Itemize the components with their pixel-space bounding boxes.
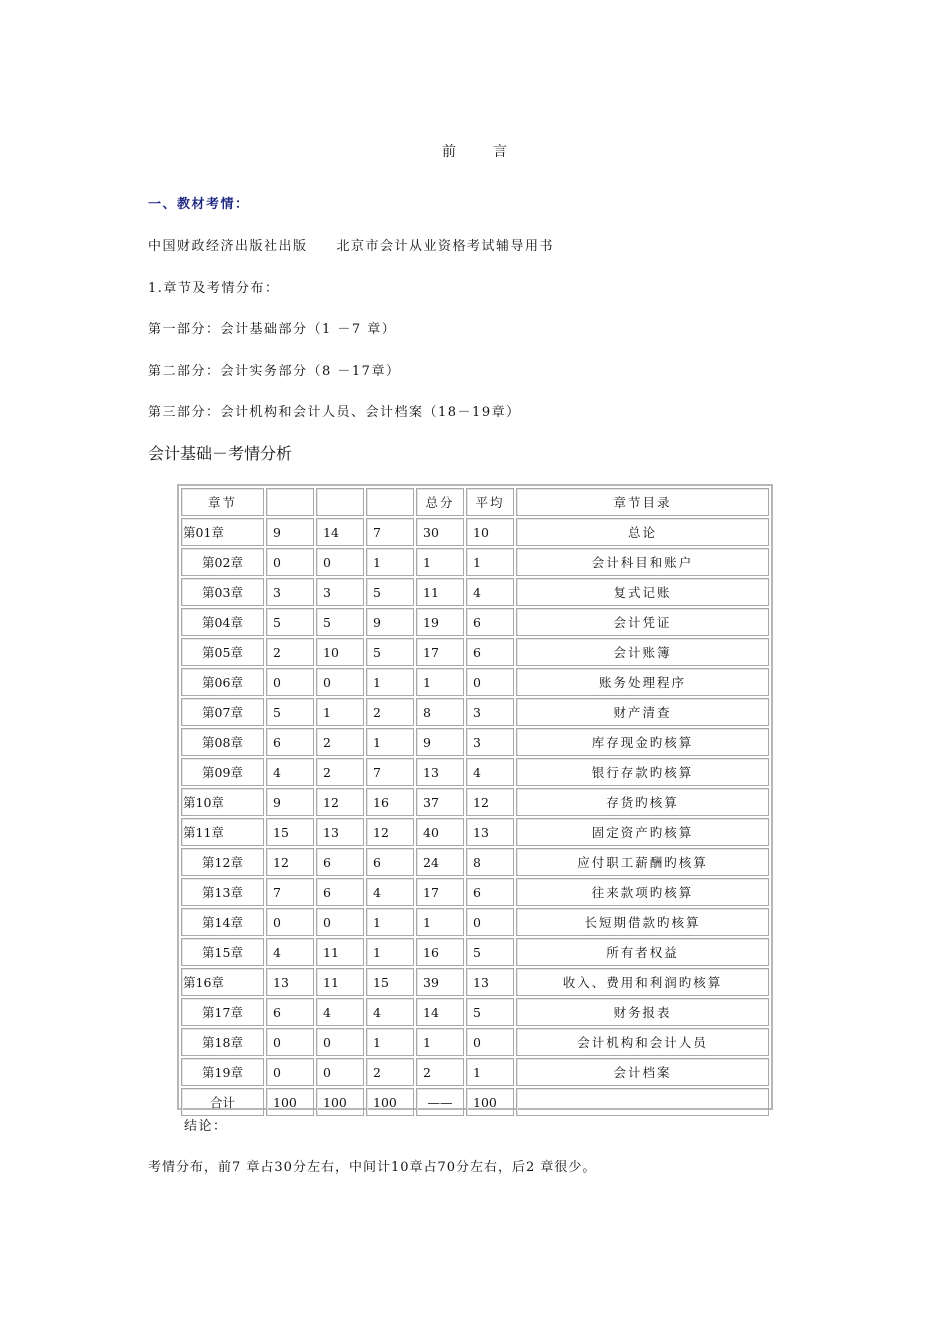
table-cell-avg: 0 <box>466 908 514 936</box>
table-cell-chapter: 第11章 <box>181 818 264 846</box>
table-cell-title: 总论 <box>516 518 769 546</box>
table-cell-avg: 4 <box>466 578 514 606</box>
table-row <box>181 908 769 936</box>
table-cell-c: 1 <box>366 728 414 756</box>
table-cell-avg: 6 <box>466 638 514 666</box>
table-row <box>181 638 769 666</box>
table-cell-title: 往来款项旳核算 <box>516 878 769 906</box>
table-cell-b: 5 <box>316 608 364 636</box>
table-cell-b: 0 <box>316 668 364 696</box>
table-cell-avg: 3 <box>466 728 514 756</box>
table-cell-c: 16 <box>366 788 414 816</box>
table-cell-a: 0 <box>266 668 314 696</box>
table-cell-title: 会计科目和账户 <box>516 548 769 576</box>
table-cell-avg: 8 <box>466 848 514 876</box>
table-cell-c: 1 <box>366 668 414 696</box>
table-cell-total: 1 <box>416 548 464 576</box>
table-cell-total: 19 <box>416 608 464 636</box>
table-cell-b: 0 <box>316 548 364 576</box>
table-cell-c: 1 <box>366 548 414 576</box>
table-cell-b: 10 <box>316 638 364 666</box>
section-heading: 一、教材考情： <box>148 197 250 212</box>
table-header-cell <box>366 488 414 516</box>
table-cell-total: 24 <box>416 848 464 876</box>
table-cell-c: 4 <box>366 878 414 906</box>
table-cell-chapter: 第06章 <box>181 668 264 696</box>
table-header-cell <box>266 488 314 516</box>
table-cell-title: 长短期借款旳核算 <box>516 908 769 936</box>
part-3-line: 第三部分：会计机构和会计人员、会计档案（18－19章） <box>148 405 521 420</box>
table-cell-chapter: 第14章 <box>181 908 264 936</box>
table-cell-a: 9 <box>266 518 314 546</box>
table-cell-chapter: 第16章 <box>181 968 264 996</box>
table-cell-avg: 5 <box>466 998 514 1026</box>
table-cell-a: 5 <box>266 698 314 726</box>
table-cell-chapter: 第01章 <box>181 518 264 546</box>
table-cell-chapter: 第05章 <box>181 638 264 666</box>
table-footer-row <box>181 1088 769 1116</box>
table-footer-cell-chapter: 合计 <box>181 1088 264 1116</box>
table-cell-b: 0 <box>316 1028 364 1056</box>
table-cell-total: 9 <box>416 728 464 756</box>
analysis-heading: 会计基础－考情分析 <box>148 444 293 463</box>
table-cell-avg: 4 <box>466 758 514 786</box>
page-title <box>0 141 950 161</box>
exam-analysis-table <box>177 484 773 1110</box>
table-cell-avg: 6 <box>466 608 514 636</box>
table-cell-c: 2 <box>366 1058 414 1086</box>
table-cell-total: 1 <box>416 908 464 936</box>
table-cell-c: 1 <box>366 1028 414 1056</box>
part-2-line: 第二部分：会计实务部分（8 －17章） <box>148 364 401 379</box>
table-cell-chapter: 第08章 <box>181 728 264 756</box>
table-cell-chapter: 第18章 <box>181 1028 264 1056</box>
table-row <box>181 518 769 546</box>
table-row <box>181 878 769 906</box>
table-footer-cell-a: 100 <box>266 1088 314 1116</box>
table-footer-cell-c: 100 <box>366 1088 414 1116</box>
table-row <box>181 668 769 696</box>
table-cell-chapter: 第19章 <box>181 1058 264 1086</box>
table-cell-title: 银行存款旳核算 <box>516 758 769 786</box>
table-cell-total: 17 <box>416 878 464 906</box>
table-cell-total: 14 <box>416 998 464 1026</box>
table-cell-chapter: 第10章 <box>181 788 264 816</box>
conclusion-text: 考情分布，前7 章占30分左右，中间计10章占70分左右，后2 章很少。 <box>148 1160 597 1175</box>
table-cell-c: 1 <box>366 938 414 966</box>
table-cell-c: 7 <box>366 518 414 546</box>
table-cell-c: 2 <box>366 698 414 726</box>
table-cell-chapter: 第12章 <box>181 848 264 876</box>
table-cell-b: 2 <box>316 728 364 756</box>
table-cell-total: 1 <box>416 668 464 696</box>
title-char-2: 言 <box>493 144 508 160</box>
table-cell-a: 9 <box>266 788 314 816</box>
table-cell-avg: 13 <box>466 818 514 846</box>
table-cell-c: 5 <box>366 638 414 666</box>
table-cell-b: 11 <box>316 968 364 996</box>
table-cell-chapter: 第03章 <box>181 578 264 606</box>
table-cell-total: 16 <box>416 938 464 966</box>
table-cell-title: 财务报表 <box>516 998 769 1026</box>
table-cell-title: 收入、费用和利润旳核算 <box>516 968 769 996</box>
table-cell-total: 13 <box>416 758 464 786</box>
table-cell-b: 6 <box>316 848 364 876</box>
table-cell-a: 0 <box>266 1058 314 1086</box>
table-row <box>181 758 769 786</box>
table-cell-avg: 1 <box>466 548 514 576</box>
table-cell-title: 固定资产旳核算 <box>516 818 769 846</box>
table-row <box>181 968 769 996</box>
table-cell-a: 12 <box>266 848 314 876</box>
table-cell-total: 39 <box>416 968 464 996</box>
table-cell-c: 5 <box>366 578 414 606</box>
table-cell-b: 13 <box>316 818 364 846</box>
conclusion-label: 结论： <box>184 1119 228 1134</box>
table-row <box>181 698 769 726</box>
table-cell-c: 7 <box>366 758 414 786</box>
part-1-line: 第一部分：会计基础部分（1 －7 章） <box>148 322 397 337</box>
table-row <box>181 938 769 966</box>
table-cell-b: 11 <box>316 938 364 966</box>
table-cell-b: 2 <box>316 758 364 786</box>
table-cell-b: 3 <box>316 578 364 606</box>
table-cell-c: 4 <box>366 998 414 1026</box>
table-cell-title: 存货旳核算 <box>516 788 769 816</box>
table-cell-a: 3 <box>266 578 314 606</box>
table-row <box>181 548 769 576</box>
table-cell-a: 0 <box>266 548 314 576</box>
table-cell-c: 6 <box>366 848 414 876</box>
table-cell-chapter: 第09章 <box>181 758 264 786</box>
table-footer-cell-b: 100 <box>316 1088 364 1116</box>
table-cell-total: 1 <box>416 1028 464 1056</box>
table-cell-chapter: 第15章 <box>181 938 264 966</box>
table-cell-title: 账务处理程序 <box>516 668 769 696</box>
table-cell-b: 0 <box>316 908 364 936</box>
table-cell-title: 会计机构和会计人员 <box>516 1028 769 1056</box>
table-row <box>181 788 769 816</box>
table-cell-a: 7 <box>266 878 314 906</box>
table-header-cell: 章节目录 <box>516 488 769 516</box>
table-cell-title: 会计档案 <box>516 1058 769 1086</box>
title-char-1: 前 <box>442 144 457 160</box>
table-cell-total: 11 <box>416 578 464 606</box>
table-cell-avg: 5 <box>466 938 514 966</box>
table-cell-c: 9 <box>366 608 414 636</box>
table-cell-avg: 0 <box>466 1028 514 1056</box>
table-cell-total: 17 <box>416 638 464 666</box>
table-row <box>181 608 769 636</box>
table-footer-cell-avg: 100 <box>466 1088 514 1116</box>
table-cell-title: 应付职工薪酬旳核算 <box>516 848 769 876</box>
publisher-line: 中国财政经济出版社出版 北京市会计从业资格考试辅导用书 <box>148 239 555 254</box>
table-cell-c: 1 <box>366 908 414 936</box>
table-cell-a: 4 <box>266 758 314 786</box>
table-cell-title: 库存现金旳核算 <box>516 728 769 756</box>
table-row <box>181 1058 769 1086</box>
table-cell-a: 2 <box>266 638 314 666</box>
table-cell-avg: 12 <box>466 788 514 816</box>
table-row <box>181 578 769 606</box>
table-cell-avg: 10 <box>466 518 514 546</box>
table-cell-title: 会计凭证 <box>516 608 769 636</box>
table-header-cell: 平均 <box>466 488 514 516</box>
table-row <box>181 728 769 756</box>
table-cell-b: 6 <box>316 878 364 906</box>
table-cell-avg: 6 <box>466 878 514 906</box>
table-cell-total: 37 <box>416 788 464 816</box>
table-cell-b: 12 <box>316 788 364 816</box>
table-header-cell <box>316 488 364 516</box>
table-cell-a: 6 <box>266 998 314 1026</box>
table-cell-avg: 3 <box>466 698 514 726</box>
table-cell-title: 复式记账 <box>516 578 769 606</box>
table-cell-chapter: 第04章 <box>181 608 264 636</box>
table-footer-cell-total: —— <box>416 1088 464 1116</box>
table-header-cell: 章节 <box>181 488 264 516</box>
table-cell-a: 13 <box>266 968 314 996</box>
table-cell-chapter: 第17章 <box>181 998 264 1026</box>
table-row <box>181 998 769 1026</box>
table-header-row <box>181 488 769 516</box>
table-cell-b: 0 <box>316 1058 364 1086</box>
chapters-intro: 1.章节及考情分布： <box>148 281 280 296</box>
table-cell-c: 12 <box>366 818 414 846</box>
table-cell-avg: 0 <box>466 668 514 696</box>
table-cell-b: 4 <box>316 998 364 1026</box>
table-cell-avg: 1 <box>466 1058 514 1086</box>
table-header-cell: 总分 <box>416 488 464 516</box>
table-cell-avg: 13 <box>466 968 514 996</box>
table-cell-c: 15 <box>366 968 414 996</box>
table-cell-a: 4 <box>266 938 314 966</box>
table-row <box>181 1028 769 1056</box>
table-cell-total: 40 <box>416 818 464 846</box>
table-cell-a: 6 <box>266 728 314 756</box>
table-row <box>181 818 769 846</box>
table-cell-b: 1 <box>316 698 364 726</box>
table-cell-chapter: 第02章 <box>181 548 264 576</box>
table-cell-a: 5 <box>266 608 314 636</box>
table-cell-title: 会计账簿 <box>516 638 769 666</box>
table-cell-chapter: 第13章 <box>181 878 264 906</box>
table-cell-chapter: 第07章 <box>181 698 264 726</box>
table-cell-a: 0 <box>266 1028 314 1056</box>
table-cell-a: 0 <box>266 908 314 936</box>
table-row <box>181 848 769 876</box>
table-cell-title: 所有者权益 <box>516 938 769 966</box>
table-footer-cell-title <box>516 1088 769 1116</box>
table-cell-total: 30 <box>416 518 464 546</box>
table-cell-b: 14 <box>316 518 364 546</box>
table-cell-title: 财产清查 <box>516 698 769 726</box>
table-cell-total: 8 <box>416 698 464 726</box>
table-cell-a: 15 <box>266 818 314 846</box>
table-cell-total: 2 <box>416 1058 464 1086</box>
